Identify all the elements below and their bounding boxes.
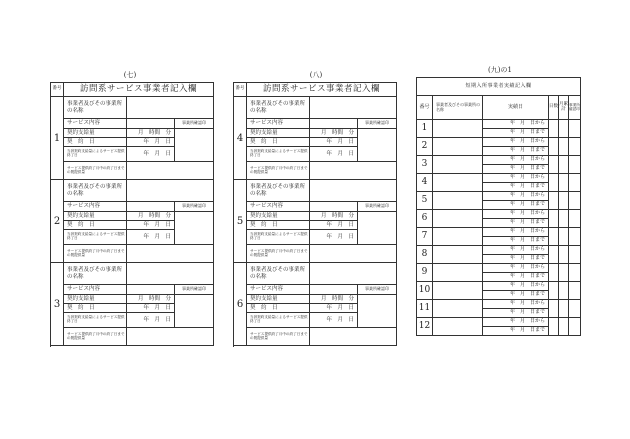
- contract-amount-field[interactable]: 月 時間 分: [310, 212, 358, 221]
- contract-amount-label: 契約支給量: [64, 295, 127, 304]
- confirm-stamp-label: 事業所確認印: [175, 285, 214, 295]
- to-date[interactable]: 年 月 日まで: [483, 237, 549, 246]
- monthly-field[interactable]: [559, 210, 569, 228]
- remaining-label: サービス提供終了月中の終了日までの既提供量: [247, 245, 310, 263]
- monthly-field[interactable]: [559, 192, 569, 210]
- page-label-7: (七): [123, 71, 137, 79]
- from-date[interactable]: 年 月 日から: [483, 138, 549, 147]
- service-label: サービス内容: [247, 202, 310, 212]
- contract-amount-label: 契約支給量: [64, 212, 127, 221]
- monthly-field[interactable]: [559, 246, 569, 264]
- monthly-field[interactable]: [559, 138, 569, 156]
- confirm-stamp-box[interactable]: [569, 246, 581, 264]
- entry-number: 3: [51, 263, 64, 346]
- days-field[interactable]: [549, 192, 559, 210]
- to-date[interactable]: 年 月 日まで: [483, 129, 549, 138]
- confirm-stamp-label: 事業所確認印: [358, 202, 397, 212]
- provider-header: 事業者及びその事業所の名称: [433, 96, 483, 120]
- entry-number: 5: [234, 180, 247, 263]
- row-number: 8: [417, 246, 433, 264]
- provider-field[interactable]: [433, 300, 483, 318]
- provider-label: 事業者及びその事業所の名称: [247, 263, 310, 285]
- page-label-9: (九)の1: [488, 66, 512, 74]
- number-header: 番号: [51, 83, 64, 97]
- contract-amount-label: 契約支給量: [247, 212, 310, 221]
- provider-field[interactable]: [433, 228, 483, 246]
- form-title: 訪問系サービス事業者記入欄: [247, 83, 397, 97]
- form-7-table: [50, 82, 214, 346]
- confirm-stamp-box[interactable]: [358, 295, 397, 328]
- end-date-label: 当該契約支給量によるサービス提供終了日: [247, 230, 310, 245]
- from-date[interactable]: 年 月 日から: [483, 156, 549, 165]
- service-label: サービス内容: [64, 202, 127, 212]
- service-field[interactable]: [310, 202, 358, 212]
- remaining-label: サービス提供終了月中の終了日までの既提供量: [64, 162, 127, 180]
- monthly-field[interactable]: [559, 300, 569, 318]
- confirm-stamp-box[interactable]: [569, 318, 581, 336]
- contract-date-field[interactable]: 年 月 日: [310, 138, 358, 147]
- row-number: 7: [417, 228, 433, 246]
- contract-date-field[interactable]: 年 月 日: [310, 304, 358, 313]
- contract-date-label: 契 約 日: [64, 304, 127, 313]
- service-label: サービス内容: [64, 285, 127, 295]
- provider-field[interactable]: [433, 156, 483, 174]
- confirm-stamp-label: 事業所確認印: [175, 202, 214, 212]
- from-date[interactable]: 年 月 日から: [483, 120, 549, 129]
- provider-field[interactable]: [127, 180, 214, 202]
- from-date[interactable]: 年 月 日から: [483, 174, 549, 183]
- contract-date-label: 契 約 日: [64, 138, 127, 147]
- remaining-label: サービス提供終了月中の終了日までの既提供量: [247, 328, 310, 346]
- days-field[interactable]: [549, 246, 559, 264]
- dates-header: 実績日: [483, 96, 549, 120]
- end-date-field[interactable]: 年 月 日: [310, 230, 358, 245]
- form-title: 短期入所事業者実績記入欄: [417, 78, 581, 96]
- remaining-field[interactable]: [127, 245, 214, 263]
- provider-field[interactable]: [433, 246, 483, 264]
- service-field[interactable]: [127, 202, 175, 212]
- form-title: 訪問系サービス事業者記入欄: [64, 83, 214, 97]
- from-date[interactable]: 年 月 日から: [483, 300, 549, 309]
- provider-label: 事業者及びその事業所の名称: [247, 97, 310, 119]
- monthly-field[interactable]: [559, 282, 569, 300]
- provider-field[interactable]: [127, 97, 214, 119]
- from-date[interactable]: 年 月 日から: [483, 228, 549, 237]
- confirm-stamp-box[interactable]: [175, 212, 214, 245]
- days-field[interactable]: [549, 300, 559, 318]
- row-number: 12: [417, 318, 433, 336]
- confirm-stamp-box[interactable]: [175, 129, 214, 162]
- contract-date-label: 契 約 日: [247, 304, 310, 313]
- provider-field[interactable]: [433, 282, 483, 300]
- provider-field[interactable]: [433, 174, 483, 192]
- to-date[interactable]: 年 月 日まで: [483, 201, 549, 210]
- monthly-field[interactable]: [559, 318, 569, 336]
- row-number: 5: [417, 192, 433, 210]
- row-number: 2: [417, 138, 433, 156]
- end-date-label: 当該契約支給量によるサービス提供終了日: [247, 313, 310, 328]
- to-date[interactable]: 年 月 日まで: [483, 291, 549, 300]
- from-date[interactable]: 年 月 日から: [483, 192, 549, 201]
- monthly-field[interactable]: [559, 174, 569, 192]
- provider-label: 事業者及びその事業所の名称: [64, 97, 127, 119]
- remaining-field[interactable]: [310, 245, 397, 263]
- provider-field[interactable]: [433, 192, 483, 210]
- entry-number: 4: [234, 97, 247, 180]
- contract-amount-label: 契約支給量: [247, 129, 310, 138]
- contract-amount-label: 契約支給量: [64, 129, 127, 138]
- provider-field[interactable]: [433, 120, 483, 138]
- contract-amount-label: 契約支給量: [247, 295, 310, 304]
- service-label: サービス内容: [64, 119, 127, 129]
- row-number: 9: [417, 264, 433, 282]
- contract-amount-field[interactable]: 月 時間 分: [310, 295, 358, 304]
- to-date[interactable]: 年 月 日まで: [483, 165, 549, 174]
- monthly-field[interactable]: [559, 120, 569, 138]
- entry-number: 1: [51, 97, 64, 180]
- monthly-field[interactable]: [559, 228, 569, 246]
- service-field[interactable]: [310, 119, 358, 129]
- remaining-field[interactable]: [310, 162, 397, 180]
- days-field[interactable]: [549, 138, 559, 156]
- contract-amount-field[interactable]: 月 時間 分: [310, 129, 358, 138]
- confirm-stamp-box[interactable]: [569, 192, 581, 210]
- row-number: 10: [417, 282, 433, 300]
- confirm-stamp-box[interactable]: [569, 228, 581, 246]
- provider-field[interactable]: [433, 318, 483, 336]
- end-date-field[interactable]: 年 月 日: [127, 313, 175, 328]
- contract-date-label: 契 約 日: [247, 221, 310, 230]
- confirm-stamp-box[interactable]: [569, 120, 581, 138]
- confirm-stamp-box[interactable]: [569, 264, 581, 282]
- number-header: 番号: [234, 83, 247, 97]
- confirm-stamp-box[interactable]: [569, 300, 581, 318]
- remaining-label: サービス提供終了月中の終了日までの既提供量: [64, 328, 127, 346]
- from-date[interactable]: 年 月 日から: [483, 210, 549, 219]
- days-field[interactable]: [549, 174, 559, 192]
- to-date[interactable]: 年 月 日まで: [483, 327, 549, 336]
- from-date[interactable]: 年 月 日から: [483, 282, 549, 291]
- provider-field[interactable]: [433, 264, 483, 282]
- remaining-field[interactable]: [127, 328, 214, 346]
- to-date[interactable]: 年 月 日まで: [483, 147, 549, 156]
- confirm-stamp-box[interactable]: [569, 210, 581, 228]
- service-label: サービス内容: [247, 285, 310, 295]
- entry-number: 2: [51, 180, 64, 263]
- monthly-header: 月累計: [559, 96, 569, 120]
- days-header: 日数: [549, 96, 559, 120]
- form-9-table: [416, 77, 581, 336]
- end-date-field[interactable]: 年 月 日: [310, 313, 358, 328]
- entry-number: 6: [234, 263, 247, 346]
- remaining-field[interactable]: [127, 162, 214, 180]
- end-date-label: 当該契約支給量によるサービス提供終了日: [64, 147, 127, 162]
- row-number: 4: [417, 174, 433, 192]
- from-date[interactable]: 年 月 日から: [483, 318, 549, 327]
- provider-label: 事業者及びその事業所の名称: [64, 180, 127, 202]
- remaining-label: サービス提供終了月中の終了日までの既提供量: [64, 245, 127, 263]
- to-date[interactable]: 年 月 日まで: [483, 219, 549, 228]
- contract-date-field[interactable]: 年 月 日: [127, 221, 175, 230]
- days-field[interactable]: [549, 264, 559, 282]
- to-date[interactable]: 年 月 日まで: [483, 255, 549, 264]
- confirm-stamp-box[interactable]: [569, 282, 581, 300]
- days-field[interactable]: [549, 120, 559, 138]
- days-field[interactable]: [549, 210, 559, 228]
- confirm-stamp-box[interactable]: [358, 129, 397, 162]
- contract-amount-field[interactable]: 月 時間 分: [127, 212, 175, 221]
- row-number: 6: [417, 210, 433, 228]
- from-date[interactable]: 年 月 日から: [483, 246, 549, 255]
- end-date-label: 当該契約支給量によるサービス提供終了日: [64, 230, 127, 245]
- provider-field[interactable]: [127, 263, 214, 285]
- end-date-field[interactable]: 年 月 日: [127, 230, 175, 245]
- to-date[interactable]: 年 月 日まで: [483, 183, 549, 192]
- page-label-8: (八): [309, 71, 323, 79]
- contract-amount-field[interactable]: 月 時間 分: [127, 295, 175, 304]
- remaining-field[interactable]: [310, 328, 397, 346]
- provider-field[interactable]: [433, 138, 483, 156]
- remaining-label: サービス提供終了月中の終了日までの既提供量: [247, 162, 310, 180]
- provider-field[interactable]: [310, 263, 397, 285]
- days-field[interactable]: [549, 318, 559, 336]
- confirm-stamp-label: 事業所確認印: [358, 285, 397, 295]
- to-date[interactable]: 年 月 日まで: [483, 273, 549, 282]
- contract-date-field[interactable]: 年 月 日: [127, 138, 175, 147]
- contract-date-field[interactable]: 年 月 日: [127, 304, 175, 313]
- service-field[interactable]: [127, 285, 175, 295]
- monthly-field[interactable]: [559, 156, 569, 174]
- confirm-stamp-label: 事業所確認印: [358, 119, 397, 129]
- contract-date-label: 契 約 日: [247, 138, 310, 147]
- row-number: 3: [417, 156, 433, 174]
- service-field[interactable]: [127, 119, 175, 129]
- days-field[interactable]: [549, 228, 559, 246]
- provider-field[interactable]: [310, 180, 397, 202]
- number-header: 番号: [417, 96, 433, 120]
- end-date-field[interactable]: 年 月 日: [127, 147, 175, 162]
- row-number: 1: [417, 120, 433, 138]
- end-date-label: 当該契約支給量によるサービス提供終了日: [64, 313, 127, 328]
- days-field[interactable]: [549, 156, 559, 174]
- row-number: 11: [417, 300, 433, 318]
- provider-field[interactable]: [433, 210, 483, 228]
- service-label: サービス内容: [247, 119, 310, 129]
- contract-amount-field[interactable]: 月 時間 分: [127, 129, 175, 138]
- form-8-table: [233, 82, 397, 346]
- from-date[interactable]: 年 月 日から: [483, 264, 549, 273]
- service-field[interactable]: [310, 285, 358, 295]
- provider-label: 事業者及びその事業所の名称: [247, 180, 310, 202]
- confirm-header: 事業所確認印: [569, 96, 581, 120]
- contract-date-field[interactable]: 年 月 日: [310, 221, 358, 230]
- confirm-stamp-box[interactable]: [569, 174, 581, 192]
- monthly-field[interactable]: [559, 264, 569, 282]
- confirm-stamp-box[interactable]: [358, 212, 397, 245]
- provider-field[interactable]: [310, 97, 397, 119]
- contract-date-label: 契 約 日: [64, 221, 127, 230]
- end-date-field[interactable]: 年 月 日: [310, 147, 358, 162]
- to-date[interactable]: 年 月 日まで: [483, 309, 549, 318]
- confirm-stamp-label: 事業所確認印: [175, 119, 214, 129]
- provider-label: 事業者及びその事業所の名称: [64, 263, 127, 285]
- confirm-stamp-box[interactable]: [569, 156, 581, 174]
- confirm-stamp-box[interactable]: [175, 295, 214, 328]
- end-date-label: 当該契約支給量によるサービス提供終了日: [247, 147, 310, 162]
- days-field[interactable]: [549, 282, 559, 300]
- confirm-stamp-box[interactable]: [569, 138, 581, 156]
